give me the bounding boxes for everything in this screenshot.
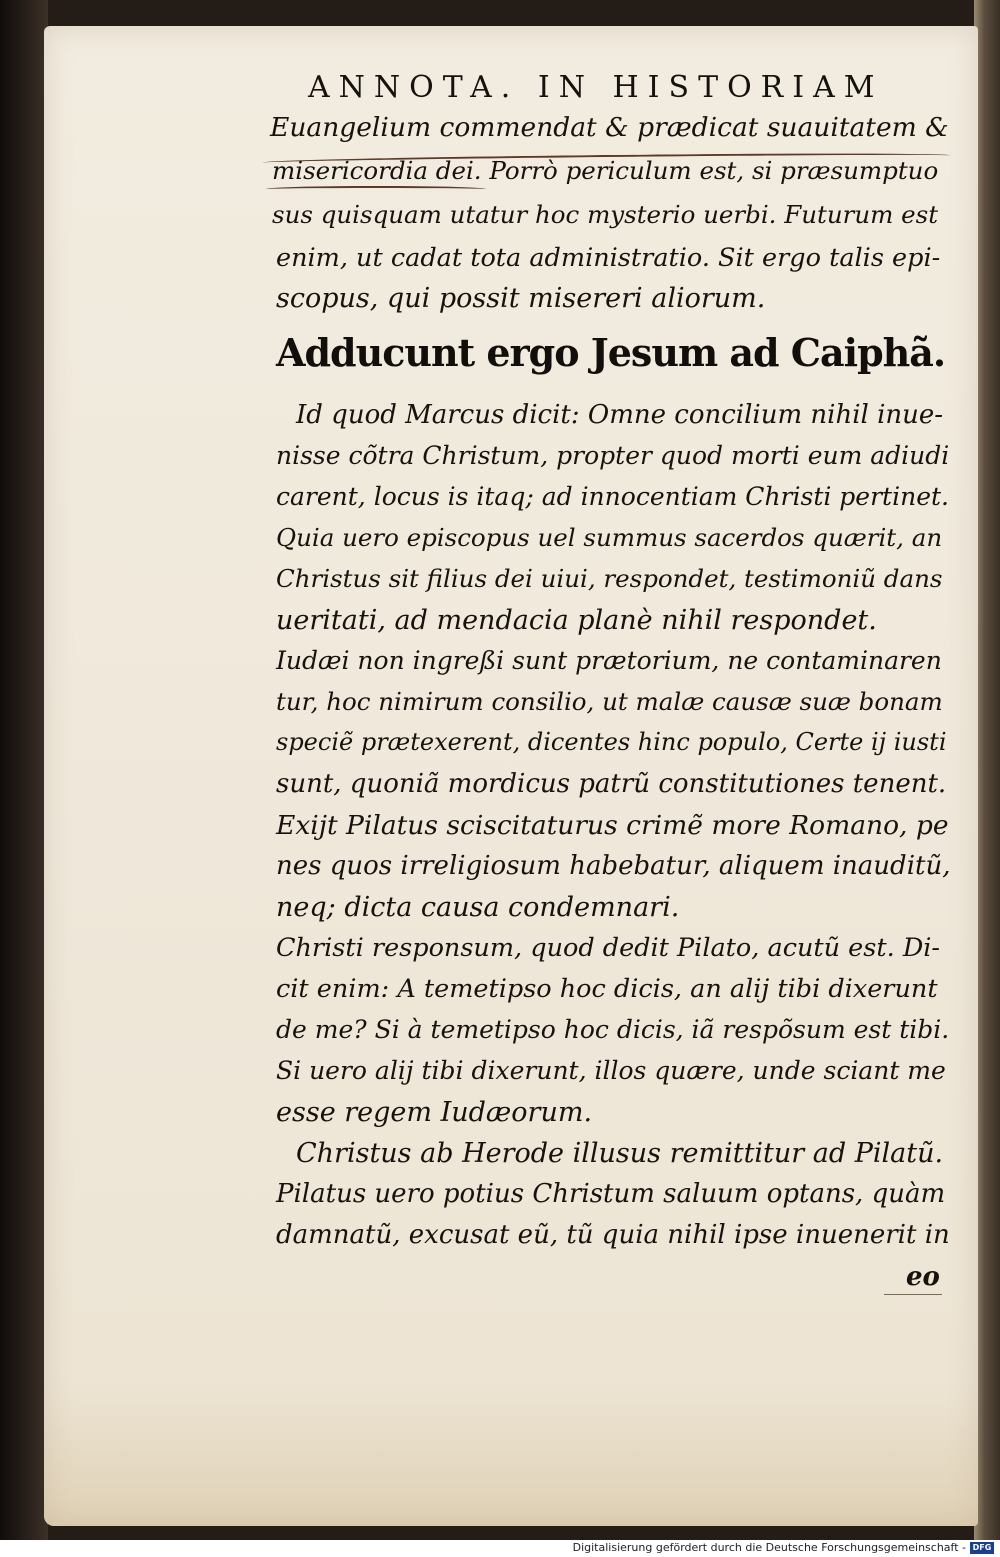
text-line: carent, locus is itaq; ad innocentiam Christi pertinet. [276, 482, 949, 511]
text-line: damnatũ, excusat eũ, tũ quia nihil ipse inuenerit in [276, 1220, 950, 1250]
handwritten-underline-short [266, 186, 486, 192]
page-shading [44, 1380, 978, 1526]
text-line: Id quod Marcus dicit: Omne concilium nihil inue- [296, 400, 944, 430]
text-line: de me? Si à temetipso hoc dicis, iã respõsum est tibi. [276, 1015, 950, 1044]
text-line: Christus sit filius dei uiui, respondet, testimoniũ dans [276, 564, 943, 593]
running-head: ANNOTA. IN HISTORIAM [308, 70, 884, 105]
text-line: Christus ab Herode illusus remittitur ad Pilatũ. [296, 1138, 944, 1169]
text-line: misericordia dei. Porrò periculum est, si præsumptuo [272, 156, 939, 185]
text-line: Christi responsum, quod dedit Pilato, acutũ est. Di- [276, 933, 941, 963]
digitization-footer [0, 1540, 1000, 1557]
catchword-rule [884, 1294, 942, 1295]
text-line: Iudæi non ingreßi sunt prætorium, ne contaminaren [276, 646, 942, 675]
text-line: sunt, quoniã mordicus patrũ constitutiones tenent. [276, 769, 947, 799]
text-line: Euangelium commendat & prædicat suauitatem & [270, 112, 949, 143]
text-line: sus quisquam utatur hoc mysterio uerbi. Futurum est [272, 200, 939, 229]
dfg-logo-icon: DFG [970, 1542, 994, 1554]
text-line: Quia uero episcopus uel summus sacerdos quærit, an [276, 523, 943, 552]
text-line: tur, hoc nimirum consilio, ut malæ causæ suæ bonam [276, 687, 943, 716]
text-line: Pilatus uero potius Christum saluum optans, quàm [276, 1179, 946, 1209]
text-line: neq; dicta causa condemnari. [276, 892, 680, 923]
text-line: nes quos irreligiosum habebatur, aliquem inauditũ, [276, 851, 951, 881]
text-line: scopus, qui possit misereri aliorum. [276, 283, 766, 314]
catchword: eo [906, 1262, 940, 1292]
book-spine-edge [0, 0, 48, 1540]
text-line: Si uero alij tibi dixerunt, illos quære, unde sciant me [276, 1056, 946, 1085]
text-line: enim, ut cadat tota administratio. Sit ergo talis epi- [276, 243, 941, 273]
text-line: Exijt Pilatus sciscitaturus crimẽ more Romano, pe [276, 810, 949, 841]
text-line: speciẽ prætexerent, dicentes hinc populo, Certe ij iusti [276, 728, 947, 756]
text-line: cit enim: A temetipso hoc dicis, an alij tibi dixerunt [276, 974, 938, 1004]
text-line: esse regem Iudæorum. [276, 1097, 593, 1128]
footer-credit: Digitalisierung gefördert durch die Deutsche Forschungsgemeinschaft - [572, 1541, 966, 1554]
text-line: nisse cõtra Christum, propter quod morti eum adiudi [276, 441, 950, 470]
text-line: ueritati, ad mendacia planè nihil respondet. [276, 605, 877, 636]
section-heading: Adducunt ergo Jesum ad Caiphã. [276, 330, 946, 375]
